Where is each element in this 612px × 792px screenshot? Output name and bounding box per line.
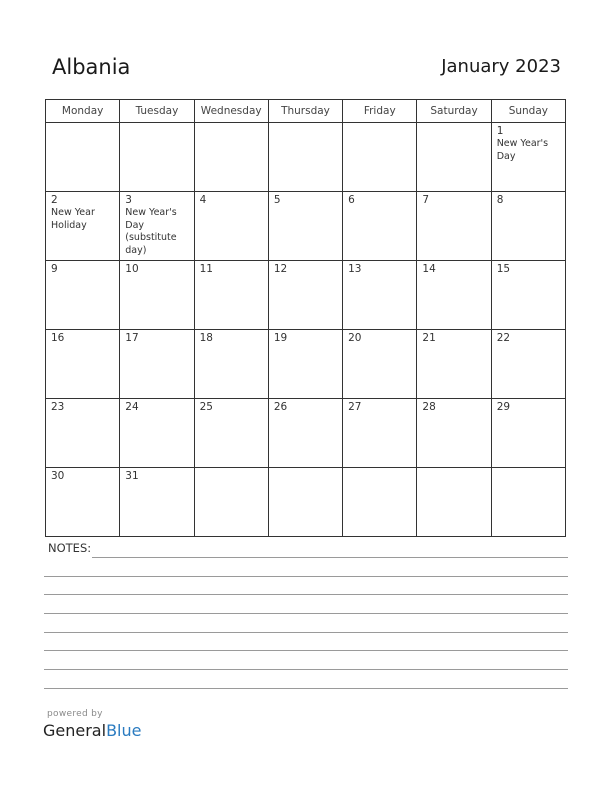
day-cell bbox=[268, 123, 342, 192]
day-cell bbox=[120, 468, 194, 537]
day-number: 21 bbox=[422, 332, 436, 344]
day-number: 1 bbox=[496, 125, 504, 137]
day-cell bbox=[491, 468, 565, 537]
day-number: 18 bbox=[199, 332, 213, 344]
note-line bbox=[44, 650, 568, 651]
day-number: 29 bbox=[496, 401, 511, 413]
weekday-header: Saturday bbox=[417, 100, 491, 123]
day-cell bbox=[268, 261, 342, 330]
day-cell bbox=[46, 261, 120, 330]
day-cell bbox=[120, 399, 194, 468]
week-row bbox=[46, 330, 566, 399]
note-line bbox=[44, 576, 568, 577]
holiday-label: New Year Holiday bbox=[51, 207, 95, 231]
day-number: 19 bbox=[273, 332, 288, 344]
weekday-header: Monday bbox=[46, 100, 120, 123]
day-number: 25 bbox=[199, 401, 213, 413]
day-cell bbox=[417, 192, 491, 261]
day-cell bbox=[46, 123, 120, 192]
note-line bbox=[44, 613, 568, 614]
weekday-header-row bbox=[46, 100, 566, 123]
day-number: 4 bbox=[199, 194, 207, 206]
day-cell bbox=[120, 192, 194, 261]
holiday-label: New Year's Day bbox=[496, 138, 549, 162]
day-cell bbox=[417, 330, 491, 399]
day-number: 10 bbox=[125, 263, 139, 275]
day-cell bbox=[343, 123, 417, 192]
day-number: 8 bbox=[496, 194, 504, 206]
week-row bbox=[46, 399, 566, 468]
day-cell bbox=[343, 261, 417, 330]
day-number: 17 bbox=[125, 332, 139, 344]
day-number: 28 bbox=[422, 401, 436, 413]
week-row bbox=[46, 123, 566, 192]
country-title: Albania bbox=[52, 55, 131, 79]
day-cell bbox=[194, 330, 268, 399]
day-number: 30 bbox=[51, 470, 65, 482]
day-cell bbox=[46, 192, 120, 261]
day-cell bbox=[194, 123, 268, 192]
holiday-label: New Year's Day (substitute day) bbox=[125, 207, 177, 256]
day-cell bbox=[46, 330, 120, 399]
day-cell bbox=[268, 399, 342, 468]
day-number: 15 bbox=[496, 263, 511, 275]
week-row bbox=[46, 192, 566, 261]
day-cell bbox=[268, 192, 342, 261]
note-line bbox=[44, 594, 568, 595]
weekday-header: Wednesday bbox=[194, 100, 268, 123]
powered-by-text: powered by bbox=[47, 709, 103, 719]
day-cell bbox=[120, 330, 194, 399]
day-number: 12 bbox=[273, 263, 288, 275]
day-number: 27 bbox=[348, 401, 362, 413]
weekday-header: Sunday bbox=[491, 100, 565, 123]
day-cell bbox=[46, 468, 120, 537]
note-line bbox=[44, 688, 568, 689]
day-cell bbox=[343, 399, 417, 468]
day-cell bbox=[417, 468, 491, 537]
day-cell bbox=[268, 330, 342, 399]
week-row bbox=[46, 468, 566, 537]
day-number: 20 bbox=[348, 332, 362, 344]
month-year-title: January 2023 bbox=[441, 56, 561, 77]
day-number: 26 bbox=[273, 401, 288, 413]
note-line bbox=[44, 669, 568, 670]
day-cell bbox=[491, 261, 565, 330]
day-number: 3 bbox=[125, 194, 132, 206]
day-cell bbox=[194, 399, 268, 468]
day-cell bbox=[343, 468, 417, 537]
day-number: 24 bbox=[125, 401, 139, 413]
logo-blue-text: Blue bbox=[106, 721, 142, 740]
weekday-header: Friday bbox=[343, 100, 417, 123]
day-number: 9 bbox=[51, 263, 58, 275]
day-cell bbox=[120, 123, 194, 192]
day-cell bbox=[417, 399, 491, 468]
day-cell bbox=[194, 192, 268, 261]
logo-general-text: General bbox=[43, 721, 107, 740]
day-cell bbox=[417, 261, 491, 330]
day-cell bbox=[194, 468, 268, 537]
day-number: 14 bbox=[422, 263, 436, 275]
day-cell bbox=[343, 330, 417, 399]
generalblue-logo[interactable] bbox=[43, 721, 141, 740]
day-number: 22 bbox=[496, 332, 511, 344]
weekday-header: Tuesday bbox=[120, 100, 194, 123]
day-number: 16 bbox=[51, 332, 65, 344]
day-cell bbox=[491, 192, 565, 261]
day-cell bbox=[491, 330, 565, 399]
calendar-grid bbox=[45, 99, 566, 537]
day-number: 13 bbox=[348, 263, 362, 275]
day-cell bbox=[194, 261, 268, 330]
day-number: 31 bbox=[125, 470, 139, 482]
week-row bbox=[46, 261, 566, 330]
day-cell bbox=[46, 399, 120, 468]
day-number: 2 bbox=[51, 194, 58, 206]
day-cell bbox=[120, 261, 194, 330]
day-cell bbox=[343, 192, 417, 261]
day-number: 5 bbox=[273, 194, 281, 206]
note-line bbox=[44, 632, 568, 633]
notes-label: NOTES: bbox=[48, 541, 92, 555]
note-line bbox=[92, 557, 568, 558]
day-number: 6 bbox=[348, 194, 355, 206]
day-cell bbox=[491, 399, 565, 468]
day-cell bbox=[491, 123, 565, 192]
day-cell bbox=[417, 123, 491, 192]
weekday-header: Thursday bbox=[268, 100, 342, 123]
day-number: 11 bbox=[199, 263, 213, 275]
day-cell bbox=[268, 468, 342, 537]
day-number: 7 bbox=[422, 194, 430, 206]
day-number: 23 bbox=[51, 401, 65, 413]
